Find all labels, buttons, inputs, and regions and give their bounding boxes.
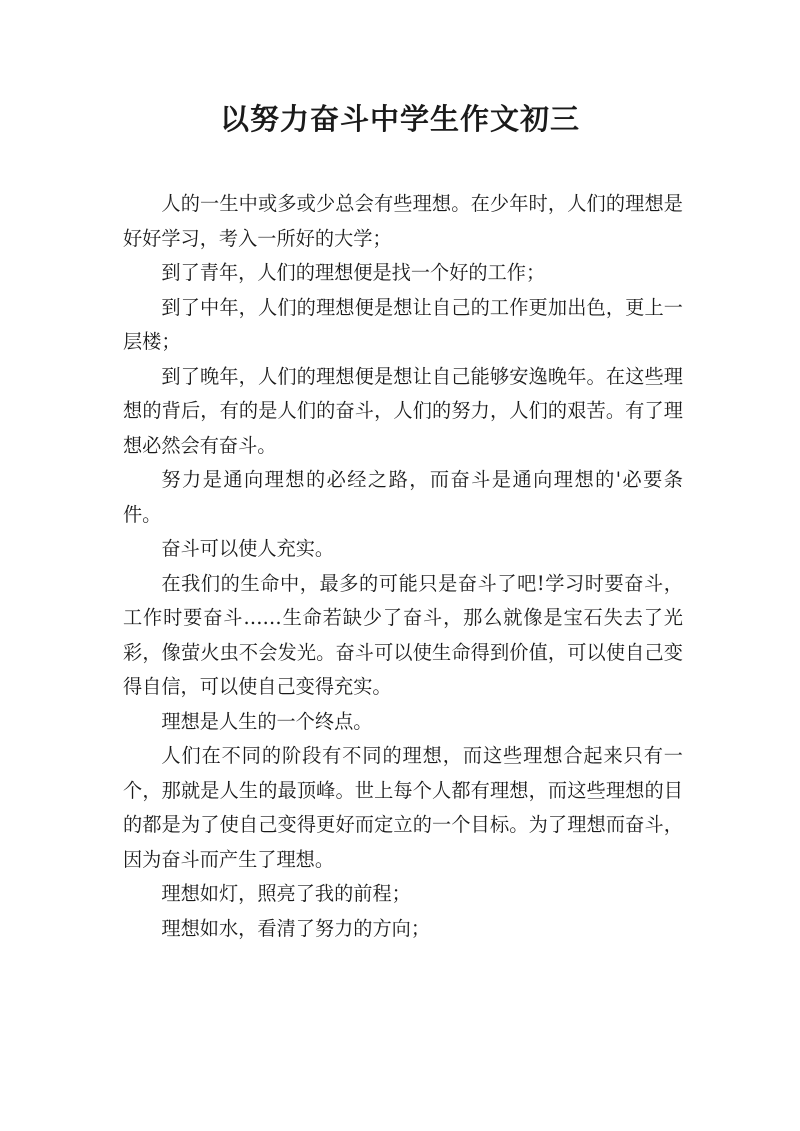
document-body <box>123 187 683 946</box>
paragraph: 人的一生中或多或少总会有些理想。在少年时，人们的理想是好好学习，考入一所好的大学； <box>123 192 683 250</box>
paragraph: 到了青年，人们的理想便是找一个好的工作； <box>161 261 546 284</box>
paragraph: 理想如水，看清了努力的方向； <box>161 916 431 940</box>
paragraph: 理想是人生的一个终点。 <box>161 709 373 733</box>
document-title: 以努力奋斗中学生作文初三 <box>219 102 580 136</box>
paragraph: 努力是通向理想的必经之路，而奋斗是通向理想的'必要条件。 <box>123 468 683 526</box>
paragraph: 到了晚年，人们的理想便是想让自己能够安逸晚年。在这些理想的背后，有的是人们的奋斗，人们的努力，人们的艰苦。有了理想必然会有奋斗。 <box>123 364 683 457</box>
paragraph: 在我们的生命中，最多的可能只是奋斗了吧!学习时要奋斗，工作时要奋斗……生命若缺少了奋斗，那么就像是宝石失去了光彩，像萤火虫不会发光。奋斗可以使生命得到价值，可以使自己变得自信，可以使自己变得充实。 <box>123 571 683 698</box>
paragraph: 理想如灯，照亮了我的前程； <box>161 882 411 905</box>
paragraph: 人们在不同的阶段有不同的理想，而这些理想合起来只有一个，那就是人生的最顶峰。世上每个人都有理想，而这些理想的目的都是为了使自己变得更好而定立的一个目标。为了理想而奋斗，因为奋斗而产生了理想。 <box>123 744 683 871</box>
paragraph: 奋斗可以使人充实。 <box>161 537 335 560</box>
paragraph: 到了中年，人们的理想便是想让自己的工作更加出色，更上一层楼； <box>123 295 683 353</box>
